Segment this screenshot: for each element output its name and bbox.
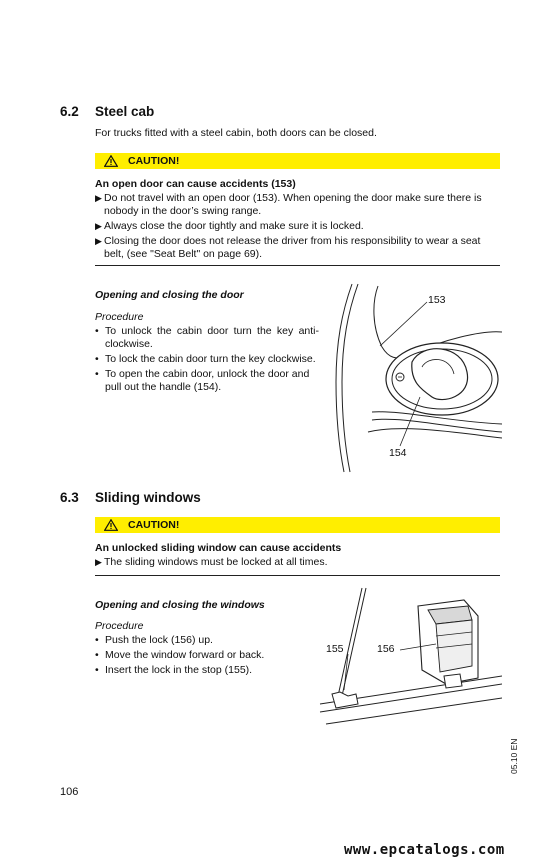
warning-item: ▶ Do not travel with an open door (153). When opening the door make sure there is nobody in the door’s swing range. xyxy=(95,192,482,217)
bullet-dot: • xyxy=(95,325,99,337)
bullet-dot: • xyxy=(95,649,99,661)
right-triangle-icon: ▶ xyxy=(95,236,102,246)
bullet-dot: • xyxy=(95,634,99,646)
divider xyxy=(95,265,500,266)
figure-label-156: 156 xyxy=(377,643,395,655)
section-title: Sliding windows xyxy=(95,490,201,505)
warning-item: ▶ The sliding windows must be locked at all times. xyxy=(95,556,328,568)
procedure-label: Procedure xyxy=(95,311,144,323)
right-triangle-icon: ▶ xyxy=(95,193,102,203)
figure-label-153: 153 xyxy=(428,294,446,306)
list-item: • Insert the lock in the stop (155). xyxy=(95,664,253,676)
sub-heading: Opening and closing the windows xyxy=(95,599,265,611)
procedure-steps xyxy=(95,325,319,394)
list-item: • Push the lock (156) up. xyxy=(95,634,213,646)
warning-heading: An unlocked sliding window can cause accidents xyxy=(95,542,342,554)
section-number: 6.2 xyxy=(60,104,79,119)
list-item: • Move the window forward or back. xyxy=(95,649,265,661)
warning-triangle-icon xyxy=(104,155,118,167)
caution-label: CAUTION! xyxy=(128,155,180,167)
edition-code: 05.10 EN xyxy=(509,738,519,774)
door-handle-illustration xyxy=(332,282,502,474)
bullet-dot: • xyxy=(95,353,99,365)
figure-label-155: 155 xyxy=(326,643,344,655)
sub-heading: Opening and closing the door xyxy=(95,289,244,301)
procedure-label: Procedure xyxy=(95,620,144,632)
bullet-dot: • xyxy=(95,664,99,676)
divider xyxy=(95,575,500,576)
warning-list xyxy=(95,192,500,261)
window-lock-illustration xyxy=(318,586,502,726)
section-number: 6.3 xyxy=(60,490,79,505)
warning-list xyxy=(95,556,500,569)
warning-item: ▶ Always close the door tightly and make sure it is locked. xyxy=(95,220,364,232)
right-triangle-icon: ▶ xyxy=(95,557,102,567)
bullet-dot: • xyxy=(95,368,99,380)
list-item: • To open the cabin door, unlock the door and pull out the handle (154). xyxy=(95,368,310,393)
watermark-link[interactable]: www.epcatalogs.com xyxy=(344,842,505,858)
list-item: • To lock the cabin door turn the key clockwise. xyxy=(95,353,316,365)
figure-label-154: 154 xyxy=(389,447,407,459)
procedure-steps xyxy=(95,634,319,677)
right-triangle-icon: ▶ xyxy=(95,221,102,231)
warning-item: ▶ Closing the door does not release the driver from his responsibility to wear a seat belt, (see "Seat Belt" on page 69). xyxy=(95,235,481,260)
page-number: 106 xyxy=(60,786,79,798)
section-title: Steel cab xyxy=(95,104,155,119)
warning-heading: An open door can cause accidents (153) xyxy=(95,178,296,190)
caution-label: CAUTION! xyxy=(128,519,180,531)
caution-bar xyxy=(95,517,500,533)
list-item: • To unlock the cabin door turn the key anti-clockwise. xyxy=(95,325,319,350)
caution-bar xyxy=(95,153,500,169)
section-intro: For trucks fitted with a steel cabin, both doors can be closed. xyxy=(95,127,377,139)
warning-triangle-icon xyxy=(104,519,118,531)
